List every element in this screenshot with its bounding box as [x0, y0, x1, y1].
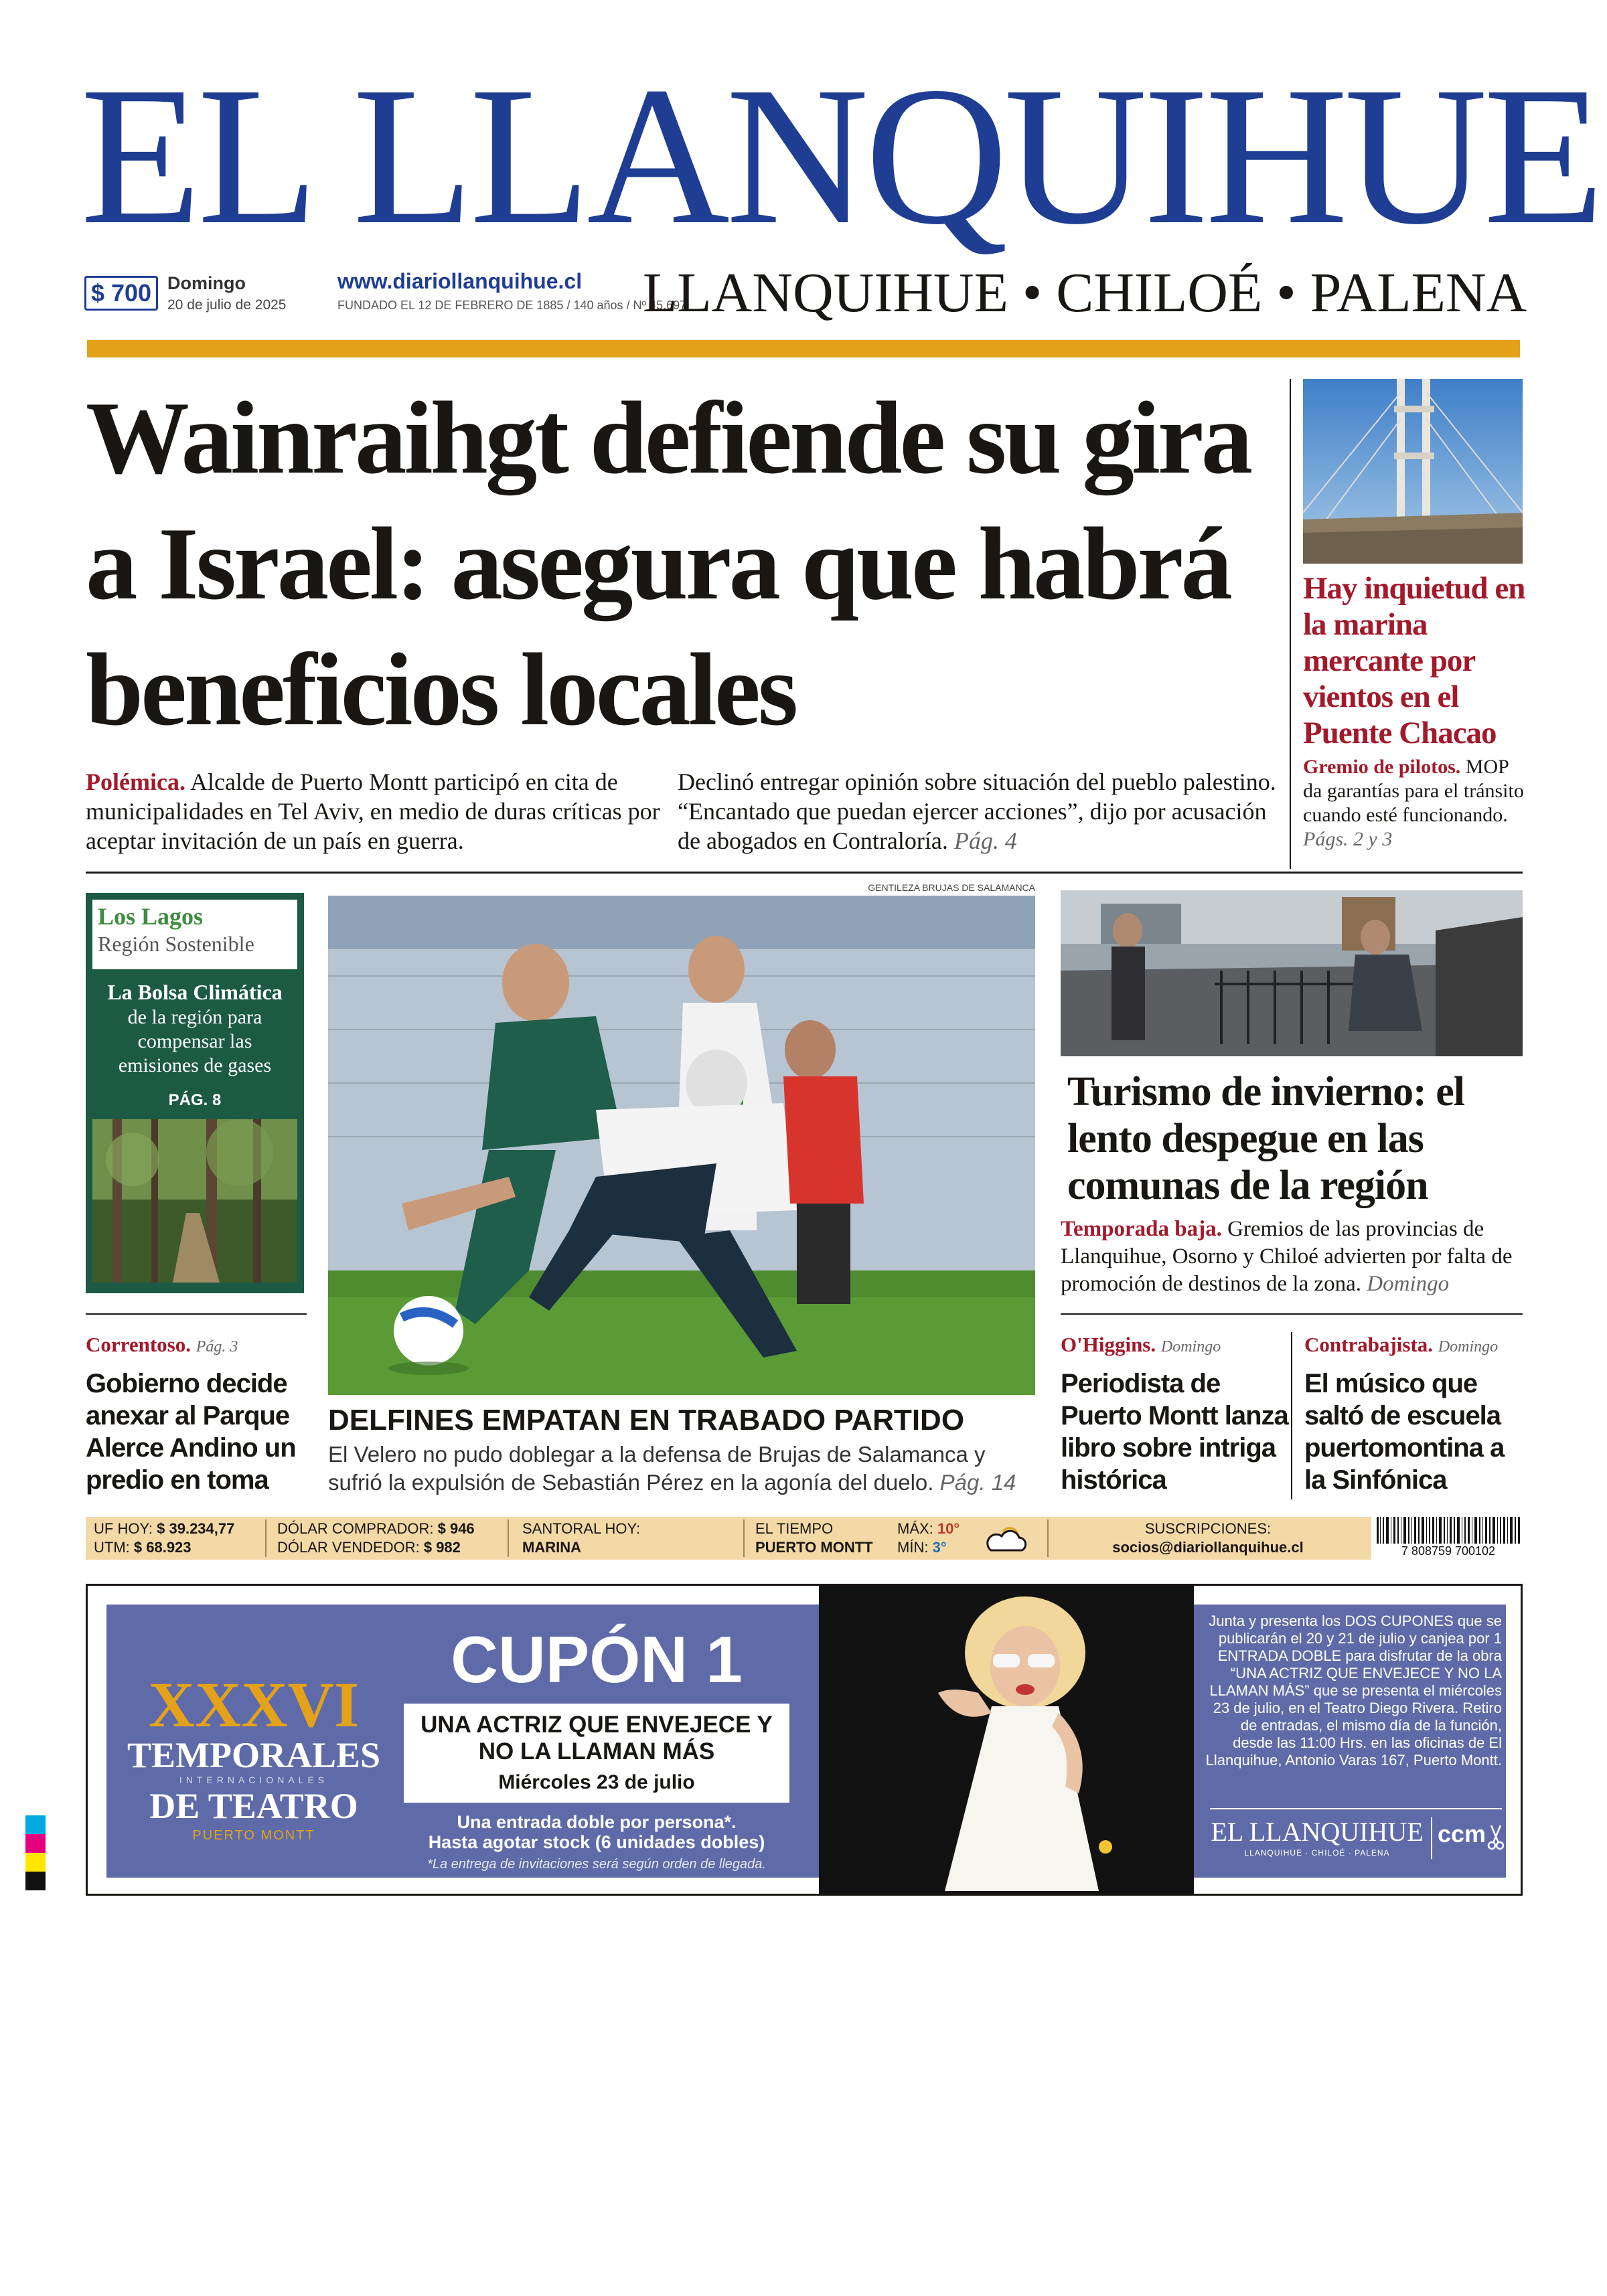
sostenible-brand: Los Lagos: [98, 903, 204, 930]
briefs-col-divider: [1291, 1332, 1292, 1499]
dolar-c-label: DÓLAR COMPRADOR:: [277, 1520, 434, 1537]
turismo-headline[interactable]: Turismo de invierno: el lento despegue en las comunas de la región: [1067, 1069, 1465, 1208]
lead-kicker: Polémica.: [86, 768, 185, 795]
brief-headline: Periodista de Puerto Montt lanza libro sobre intriga histórica: [1061, 1369, 1288, 1495]
lead-col1: [86, 767, 662, 855]
ad-info: Junta y presenta los DOS CUPONES que se publicarán el 20 y 21 de julio y canjea por 1 ENTRADA DOBLE para disfrutar de la obra “UNA ACTRIZ QUE ENVEJECE Y NO LA LLAMAN MÁS” que se presenta el miércoles 23 de julio, en el Teatro Diego Rivera. Retiro de entradas, el mismo día de la función, desde las 11:00 Hrs. en las oficinas de El Llanquihue, Antonio Varas 167, Puerto Montt.: [1205, 1613, 1502, 1769]
sostenible-sub: Región Sostenible: [98, 932, 254, 956]
scissors-icon: [1487, 1824, 1505, 1851]
festival-small: INTERNACIONALES: [179, 1775, 329, 1785]
founded-line: FUNDADO EL 12 DE FEBRERO DE 1885 / 140 años / Nº 45.697: [337, 299, 687, 312]
brief-headline: Gobierno decide anexar al Parque Alerce Andino un predio en toma: [86, 1369, 296, 1495]
dolar-v-value: $ 982: [423, 1539, 461, 1556]
masthead-title[interactable]: EL LLANQUIHUE: [80, 46, 1601, 266]
max-label: MÁX:: [897, 1520, 933, 1537]
chacao-bridge-photo: [1303, 379, 1523, 564]
print-swatch-black: [25, 1872, 46, 1890]
chacao-headline[interactable]: Hay inquietud en la marina mercante por vientos en el Puente Chacao: [1303, 571, 1525, 750]
turismo-body: [1061, 1216, 1523, 1298]
festival-name-2: DE TEATRO: [149, 1786, 358, 1826]
football-body-text: El Velero no pudo doblegar a la defensa de Brujas de Salamanca y sufrió la expulsión de Sebastián Pérez en la agonía del duelo.: [328, 1442, 986, 1495]
brief-page-ref[interactable]: Domingo: [1160, 1338, 1221, 1356]
brief-page-ref[interactable]: Domingo: [1438, 1338, 1499, 1356]
briefs-divider-left: [86, 1313, 307, 1315]
min-label: MÍN:: [897, 1539, 929, 1556]
utm-value: $ 68.923: [133, 1539, 192, 1556]
print-swatch-magenta: [25, 1834, 46, 1853]
barcode: [1374, 1517, 1523, 1560]
indicators-strip: [86, 1517, 1371, 1560]
lead-headline[interactable]: Wainraihgt defiende su gira a Israel: asegura que habrá beneficios locales: [86, 380, 1251, 747]
uf-value: $ 39.234,77: [157, 1520, 235, 1537]
brief-page-ref[interactable]: Pág. 3: [196, 1338, 238, 1356]
section-divider: [86, 872, 1523, 874]
lead-col2: [678, 767, 1280, 855]
brief-ohiggins[interactable]: [1061, 1332, 1288, 1496]
briefs-divider-right: [1061, 1313, 1523, 1315]
turismo-body-text: Gremios de las provincias de Llanquihue, Osorno y Chiloé advierten por falta de promoción de destinos de la zona.: [1061, 1217, 1513, 1296]
uf-label: UF HOY:: [94, 1520, 153, 1537]
max-value: 10°: [937, 1520, 960, 1537]
santoral-label: SANTORAL HOY:: [522, 1520, 641, 1537]
forest-photo: [92, 1119, 297, 1283]
football-page-ref[interactable]: Pág. 14: [939, 1470, 1016, 1495]
brief-correntoso[interactable]: [86, 1332, 313, 1496]
football-photo: [328, 896, 1035, 1395]
subs-email[interactable]: socios@diariollanquihue.cl: [1112, 1539, 1304, 1556]
sostenible-page[interactable]: PÁG. 8: [168, 1091, 222, 1109]
utm-label: UTM:: [94, 1539, 130, 1556]
play-title: UNA ACTRIZ QUE ENVEJECE Y NO LA LLAMAN MÁS: [420, 1712, 773, 1765]
lead-page-ref[interactable]: Pág. 4: [953, 827, 1017, 854]
festival-roman: XXXVI: [148, 1669, 360, 1740]
weather-label: EL TIEMPO: [755, 1520, 834, 1537]
brief-kicker: O'Higgins.: [1061, 1333, 1156, 1356]
min-value: 3°: [932, 1539, 947, 1556]
price-badge: $ 700: [84, 276, 158, 311]
turismo-photo: [1061, 890, 1523, 1056]
dolar-c-value: $ 946: [437, 1520, 475, 1537]
sostenible-title: La Bolsa Climática: [107, 980, 283, 1004]
brief-kicker: Correntoso.: [86, 1333, 191, 1356]
sostenible-header: [92, 900, 297, 969]
column-divider: [1290, 379, 1291, 869]
play-date: Miércoles 23 de julio: [498, 1771, 695, 1793]
sostenible-box[interactable]: [86, 893, 304, 1293]
cloudy-icon: [983, 1522, 1030, 1554]
brief-kicker: Contrabajista.: [1304, 1333, 1434, 1356]
sostenible-desc: de la región para compensar las emisiones de gases: [118, 1006, 272, 1076]
brief-headline: El músico que saltó de escuela puertomontina a la Sinfónica: [1304, 1369, 1505, 1495]
website-link[interactable]: www.diariollanquihue.cl: [337, 269, 583, 293]
print-swatch-cyan: [25, 1815, 46, 1834]
santoral-value: MARINA: [522, 1539, 581, 1556]
festival-name-1: TEMPORALES: [127, 1735, 381, 1775]
turismo-kicker: Temporada baja.: [1061, 1217, 1222, 1241]
photo-credit: GENTILEZA BRUJAS DE SALAMANCA: [868, 882, 1035, 893]
chacao-kicker: Gremio de pilotos.: [1303, 756, 1461, 778]
chacao-page-ref[interactable]: Págs. 2 y 3: [1303, 828, 1393, 850]
barcode-number: 7 808759 700102: [1401, 1544, 1496, 1558]
ad-logo: EL LLANQUIHUE: [1211, 1817, 1424, 1847]
regions-line: LLANQUIHUE • CHILOÉ • PALENA: [643, 262, 1527, 324]
issue-date: 20 de julio de 2025: [167, 297, 287, 313]
turismo-page-ref[interactable]: Domingo: [1367, 1272, 1450, 1296]
play-box: [404, 1704, 789, 1803]
ad-logo-sub: LLANQUIHUE · CHILOÉ · PALENA: [1244, 1848, 1390, 1858]
ad-logo-box: [1210, 1808, 1502, 1870]
football-body: [328, 1441, 1038, 1497]
offer-line-1: Una entrada doble por persona*.: [457, 1812, 737, 1832]
orange-rule: [87, 340, 1520, 357]
offer-note: *La entrega de invitaciones será según orden de llegada.: [427, 1857, 766, 1872]
ccpm-logo: ccm: [1438, 1820, 1486, 1848]
weather-city: PUERTO MONTT: [755, 1539, 873, 1556]
lead-col1-text: Alcalde de Puerto Montt participó en cita de municipalidades en Tel Aviv, en medio de duras críticas por aceptar invitación de un país en guerra.: [86, 768, 660, 854]
brief-contrabajista[interactable]: [1304, 1332, 1525, 1496]
issue-day: Domingo: [167, 273, 246, 293]
print-swatch-yellow: [25, 1853, 46, 1872]
actress-photo: [824, 1592, 1186, 1891]
festival-city: PUERTO MONTT: [192, 1828, 315, 1843]
subs-label: SUSCRIPCIONES:: [1144, 1520, 1272, 1537]
cupon-title: CUPÓN 1: [451, 1623, 743, 1696]
offer-line-2: Hasta agotar stock (6 unidades dobles): [428, 1832, 765, 1852]
football-headline[interactable]: DELFINES EMPATAN EN TRABADO PARTIDO: [328, 1404, 965, 1437]
chacao-body-text: MOP da garantías para el tránsito cuando esté funcionando.: [1303, 756, 1524, 826]
lead-col2-text: Declinó entregar opinión sobre situación del pueblo palestino. “Encantado que puedan ejercer acciones”, dijo por acusación de abogados en Contraloría.: [678, 768, 1276, 854]
dolar-v-label: DÓLAR VENDEDOR:: [277, 1539, 420, 1556]
chacao-body: [1303, 755, 1524, 851]
ad-frame[interactable]: [86, 1584, 1523, 1896]
